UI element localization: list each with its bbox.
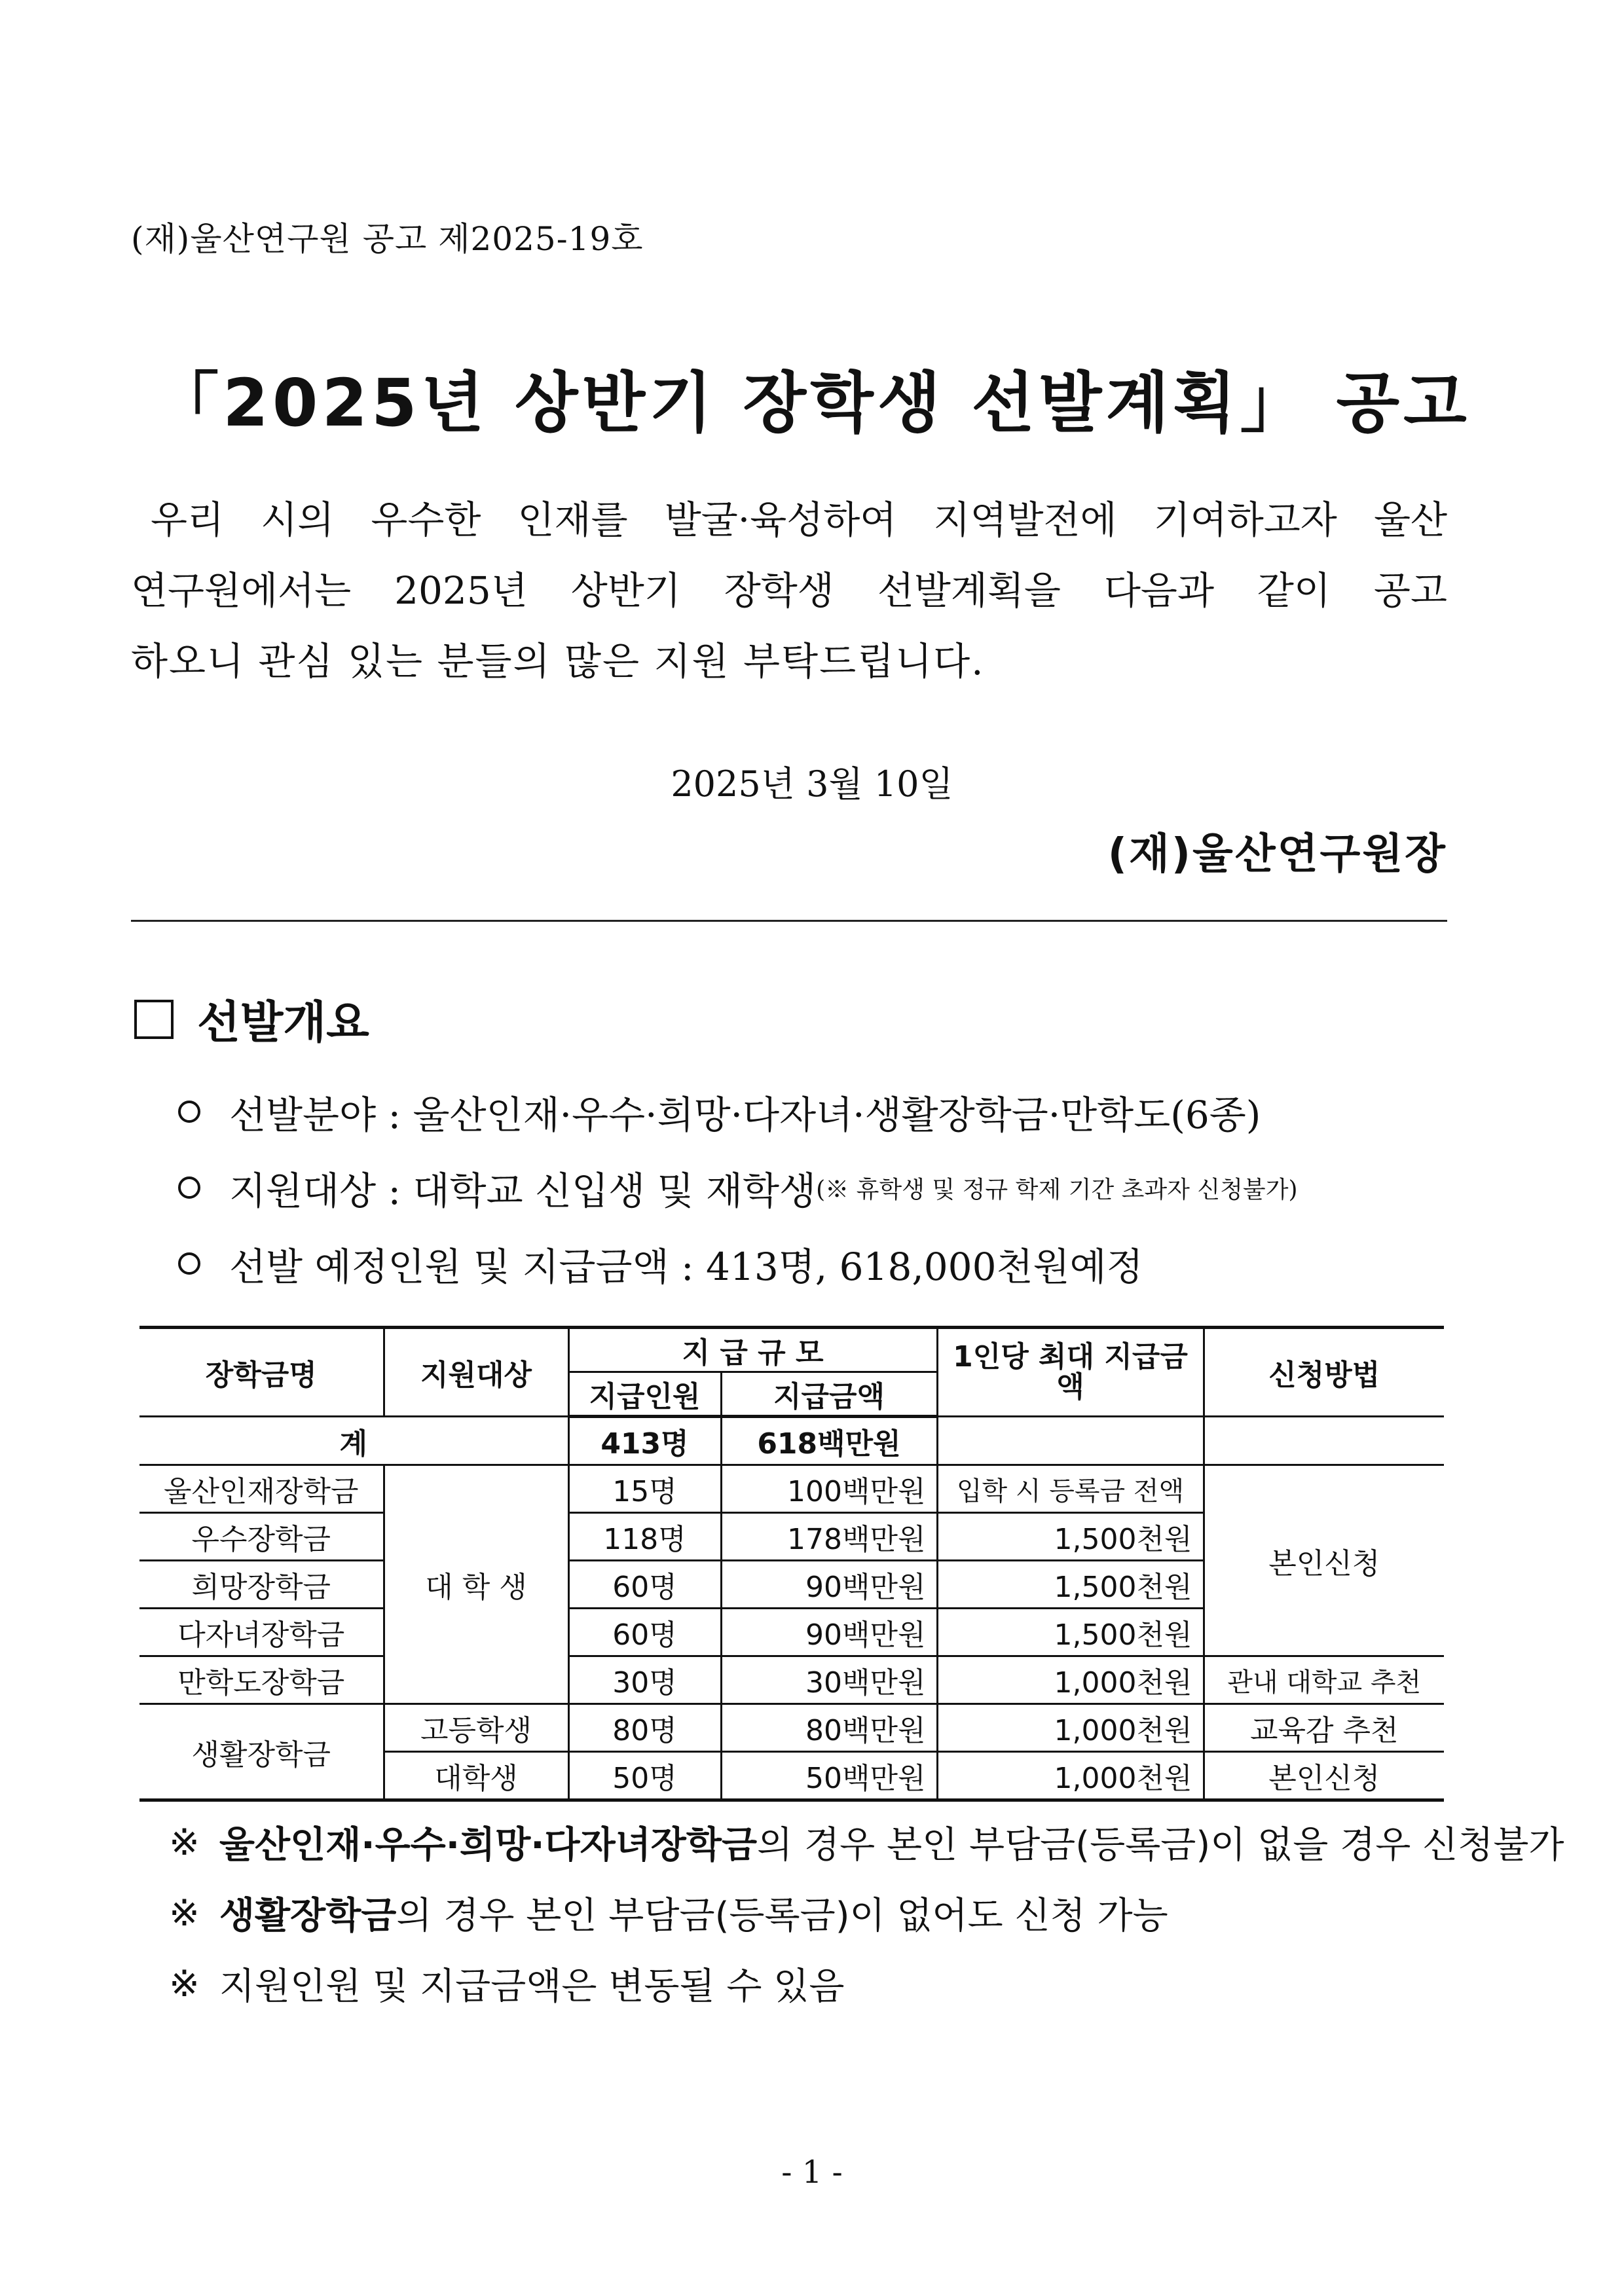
issuer-name: (재)울산연구원장 xyxy=(1107,830,1447,879)
notice-number: (재)울산연구원 공고 제2025-19호 xyxy=(131,220,644,258)
bullet-target: 지원대상 : 대학교 신입생 및 재학생 xyxy=(229,1169,817,1213)
cell-max: 1,500천원 xyxy=(937,1609,1204,1656)
header-scale: 지 급 규 모 xyxy=(568,1328,937,1372)
note-text: 의 경우 본인 부담금(등록금)이 없을 경우 신청불가 xyxy=(757,1824,1564,1867)
table-row xyxy=(139,1704,1444,1752)
total-max xyxy=(937,1417,1204,1465)
cell-max: 1,500천원 xyxy=(937,1561,1204,1609)
bullet-quota: 선발 예정인원 및 지급금액 : 413명, 618,000천원예정 xyxy=(229,1245,1143,1289)
intro-line: 하오니 관심 있는 분들의 많은 지원 부탁드립니다. xyxy=(131,639,985,683)
bullet-item xyxy=(178,1226,1298,1302)
header-max: 1인당 최대 지급금액 xyxy=(937,1328,1204,1417)
circle-bullet-icon xyxy=(178,1176,200,1199)
cell-method: 교육감 추천 xyxy=(1204,1704,1444,1752)
cell-name: 희망장학금 xyxy=(139,1561,384,1609)
note-bold: 울산인재·우수·희망·다자녀장학금 xyxy=(219,1824,758,1867)
circle-bullet-icon xyxy=(178,1252,200,1275)
bullet-item xyxy=(178,1074,1298,1150)
intro-line: 우리 시의 우수한 인재를 발굴·육성하여 지역발전에 기여하고자 울산 xyxy=(151,498,1447,542)
cell-name: 울산인재장학금 xyxy=(139,1465,384,1513)
cell-target-university: 대 학 생 xyxy=(384,1465,568,1704)
cell-amount: 90백만원 xyxy=(721,1561,937,1609)
cell-amount: 50백만원 xyxy=(721,1752,937,1800)
intro-paragraph xyxy=(131,484,1447,697)
cell-count: 50명 xyxy=(568,1752,721,1800)
cell-amount: 100백만원 xyxy=(721,1465,937,1513)
cell-target: 고등학생 xyxy=(384,1704,568,1752)
cell-amount: 80백만원 xyxy=(721,1704,937,1752)
cell-count: 60명 xyxy=(568,1609,721,1656)
cell-max: 1,000천원 xyxy=(937,1656,1204,1704)
note-mark: ※ xyxy=(169,1821,200,1864)
cell-name-living: 생활장학금 xyxy=(139,1704,384,1800)
header-amount: 지급금액 xyxy=(721,1372,937,1417)
total-amount: 618백만원 xyxy=(721,1417,937,1465)
section-title: 선발개요 xyxy=(197,997,369,1049)
cell-amount: 178백만원 xyxy=(721,1513,937,1561)
bullet-item xyxy=(178,1150,1298,1226)
cell-max: 1,000천원 xyxy=(937,1704,1204,1752)
cell-count: 15명 xyxy=(568,1465,721,1513)
checkbox-square-icon xyxy=(134,1000,174,1039)
cell-count: 118명 xyxy=(568,1513,721,1561)
cell-max: 1,500천원 xyxy=(937,1513,1204,1561)
note-bold: 생활장학금 xyxy=(219,1895,397,1937)
note-mark: ※ xyxy=(169,1962,200,2005)
divider xyxy=(131,920,1447,922)
intro-line: 연구원에서는 2025년 상반기 장학생 선발계획을 다음과 같이 공고 xyxy=(131,568,1447,613)
note-item xyxy=(169,1878,1564,1948)
circle-bullet-icon xyxy=(178,1101,200,1123)
cell-name: 만학도장학금 xyxy=(139,1656,384,1704)
section-heading xyxy=(134,987,369,1051)
cell-amount: 30백만원 xyxy=(721,1656,937,1704)
overview-bullets xyxy=(178,1074,1298,1302)
cell-count: 60명 xyxy=(568,1561,721,1609)
cell-method: 관내 대학교 추천 xyxy=(1204,1656,1444,1704)
document-title: 「2025년 상반기 장학생 선발계획」 공고 xyxy=(153,365,1471,441)
bullet-target-note: (※ 휴학생 및 정규 학제 기간 초과자 신청불가) xyxy=(816,1176,1298,1203)
cell-amount: 90백만원 xyxy=(721,1609,937,1656)
header-method: 신청방법 xyxy=(1204,1328,1444,1417)
note-item xyxy=(169,1948,1564,2019)
cell-max: 입학 시 등록금 전액 xyxy=(937,1465,1204,1513)
bullet-field: 선발분야 : 울산인재·우수·희망·다자녀·생활장학금·만학도(6종) xyxy=(229,1093,1261,1137)
table-row xyxy=(139,1465,1444,1513)
note-mark: ※ xyxy=(169,1891,200,1935)
notice-date: 2025년 3월 10일 xyxy=(671,763,953,805)
cell-count: 30명 xyxy=(568,1656,721,1704)
cell-method: 본인신청 xyxy=(1204,1752,1444,1800)
total-count: 413명 xyxy=(568,1417,721,1465)
table-total-row xyxy=(139,1417,1444,1465)
cell-name: 우수장학금 xyxy=(139,1513,384,1561)
page-number: - 1 - xyxy=(781,2154,843,2191)
scholarship-table xyxy=(139,1326,1444,1802)
cell-name: 다자녀장학금 xyxy=(139,1609,384,1656)
header-count: 지급인원 xyxy=(568,1372,721,1417)
total-label: 계 xyxy=(139,1417,568,1465)
header-target: 지원대상 xyxy=(384,1328,568,1417)
notes-list xyxy=(169,1807,1564,2019)
table-row xyxy=(139,1656,1444,1704)
note-text: 의 경우 본인 부담금(등록금)이 없어도 신청 가능 xyxy=(396,1895,1168,1937)
cell-target: 대학생 xyxy=(384,1752,568,1800)
header-name: 장학금명 xyxy=(139,1328,384,1417)
note-item xyxy=(169,1807,1564,1878)
total-method xyxy=(1204,1417,1444,1465)
cell-count: 80명 xyxy=(568,1704,721,1752)
note-text: 지원인원 및 지급금액은 변동될 수 있음 xyxy=(219,1965,845,2008)
cell-method-self: 본인신청 xyxy=(1204,1465,1444,1656)
cell-max: 1,000천원 xyxy=(937,1752,1204,1800)
